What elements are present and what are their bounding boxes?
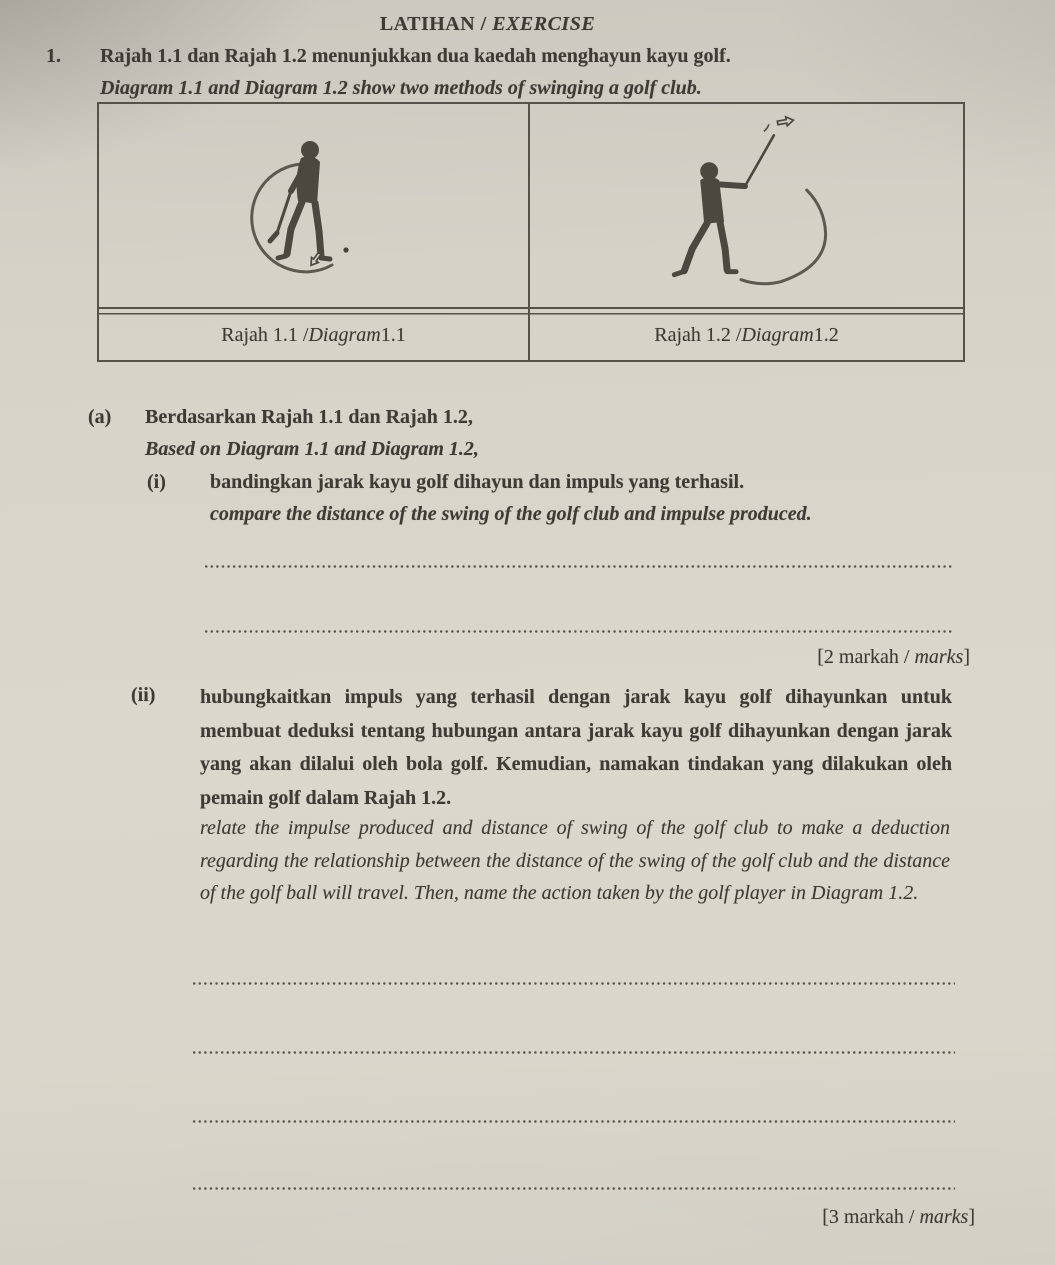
figure-cell-1-1: [99, 104, 530, 307]
figure-table: [97, 102, 965, 362]
intro-malay: Rajah 1.1 dan Rajah 1.2 menunjukkan dua kaedah menghayun kayu golf.: [100, 45, 731, 67]
question-number: 1.: [46, 45, 61, 67]
caption-1-2-english: Diagram: [741, 323, 814, 346]
answer-line: [205, 565, 953, 568]
marks-item-i: [817, 646, 970, 669]
marks-ii-suffix: ]: [968, 1206, 975, 1228]
item-i-malay: bandingkan jarak kayu golf dihayun dan impuls yang terhasil.: [210, 471, 745, 493]
marks-item-ii: [822, 1206, 975, 1229]
motion-arrow-right-icon: [777, 116, 794, 128]
caption-1-2-number: 1.2: [813, 323, 839, 346]
caption-1-1-malay: Rajah 1.1 /: [221, 323, 309, 346]
page-title: [0, 13, 975, 36]
marks-i-suffix: ]: [963, 646, 970, 668]
answer-line: [193, 1120, 955, 1123]
part-a-label: (a): [88, 406, 112, 428]
part-a-english: Based on Diagram 1.1 and Diagram 1.2,: [145, 438, 479, 460]
item-ii-english: relate the impulse produced and distance of swing of the golf club to make a deduction regarding the relationship between the distance of the swing of the golf club and the distance of the golf ball will travel. Then, name the action taken by the golf player in Diagram 1.2.: [200, 817, 950, 904]
caption-diagram-1-1: [99, 307, 530, 360]
swing-arc-large: [741, 190, 826, 284]
answer-line: [193, 982, 955, 985]
answer-line: [193, 1051, 955, 1054]
caption-1-2-malay: Rajah 1.2 /: [654, 323, 742, 346]
caption-1-1-number: 1.1: [380, 323, 406, 346]
golfer-short-swing-figure: [99, 104, 528, 307]
marks-ii-prefix: [3 markah /: [822, 1206, 920, 1228]
item-ii-label: (ii): [131, 684, 156, 706]
figure-cell-1-2: [530, 104, 963, 307]
item-ii-malay: hubungkaitkan impuls yang terhasil dengan jarak kayu golf dihayunkan untuk membuat deduksi tentang hubungan antara jarak kayu golf dihayunkan dengan jarak yang akan dilalui oleh bola golf. Kemudian, namakan tindakan yang dilakukan oleh pemain golf dalam Rajah 1.2.: [200, 686, 952, 809]
golfer-1-1: [270, 141, 330, 259]
golfer-full-swing-figure: [530, 104, 963, 307]
title-english: EXERCISE: [492, 13, 596, 35]
item-i-english: compare the distance of the swing of the golf club and impulse produced.: [210, 503, 812, 525]
marks-ii-word: marks: [919, 1206, 969, 1228]
caption-1-1-english: Diagram: [308, 323, 381, 346]
title-malay: LATIHAN /: [379, 13, 487, 35]
caption-diagram-1-2: [530, 307, 963, 360]
motion-tick: [764, 124, 769, 131]
golf-ball-dot: [343, 247, 348, 252]
intro-english: Diagram 1.1 and Diagram 1.2 show two methods of swinging a golf club.: [100, 77, 702, 99]
part-a-malay: Berdasarkan Rajah 1.1 dan Rajah 1.2,: [145, 406, 473, 428]
golfer-1-2: [674, 135, 774, 274]
item-i-label: (i): [147, 471, 166, 493]
marks-i-prefix: [2 markah /: [817, 646, 915, 668]
answer-line: [193, 1187, 955, 1190]
marks-i-word: marks: [914, 646, 964, 668]
answer-line: [205, 630, 953, 633]
